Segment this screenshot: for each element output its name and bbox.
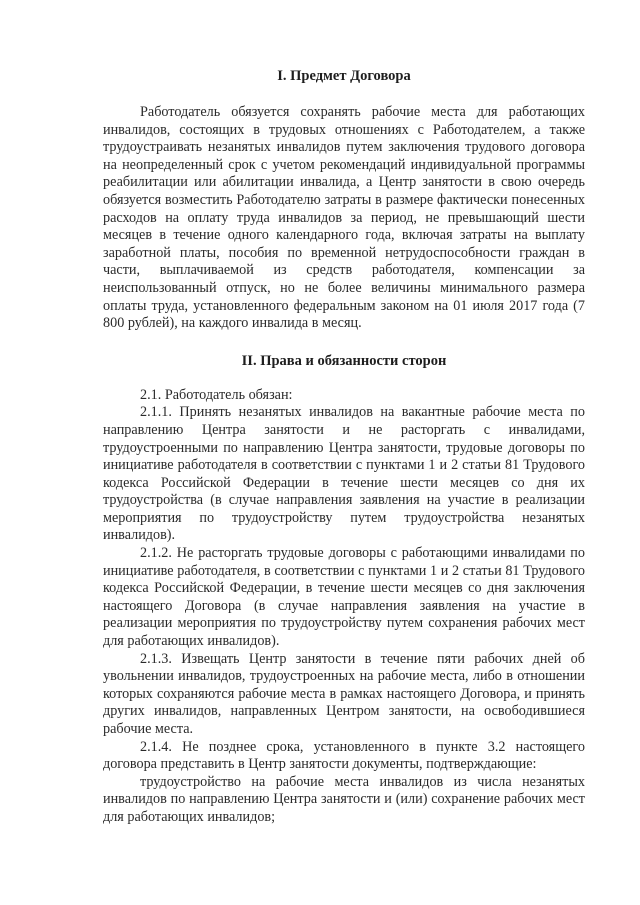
clause-2-1-3: 2.1.3. Извещать Центр занятости в течение пяти рабочих дней об увольнении инвалидов, трудоустроенных на рабочие места, либо в отношении которых сохраняются рабочие места в рамках настоящего Договора, и принять других инвалидов, направленных Центром занятости, на освободившиеся рабочие места. <box>103 650 585 737</box>
section-1-heading: I. Предмет Договора <box>277 68 411 84</box>
section-1-paragraph: Работодатель обязуется сохранять рабочие места для работающих инвалидов, состоящих в трудовых отношениях с Работодателем, а также трудоустраивать незанятых инвалидов путем заключения трудового договора на неопределенный срок с учетом рекомендаций индивидуальной программы реабилитации или абилитации инвалида, а Центр занятости в свою очередь обязуется возместить Работодателю затраты в размере фактически понесенных расходов на оплату труда инвалидов за период, не превышающий шести месяцев в течение одного календарного года, включая затраты на выплату заработной платы, пособия по временной нетрудоспособности граждан в части, выплачиваемой из средств работодателя, компенсации за неиспользованный отпуск, но не более величины минимального размера оплаты труда, установленного федеральным законом на 01 июля 2017 года (7 800 рублей), на каждого инвалида в месяц. <box>103 104 585 332</box>
document-content <box>103 68 585 827</box>
clause-2-1-4-item: трудоустройство на рабочие места инвалидов из числа незанятых инвалидов по направлению Центра занятости и (или) сохранение рабочих мест для работающих инвалидов; <box>103 773 585 825</box>
clause-2-1: 2.1. Работодатель обязан: <box>140 386 293 403</box>
section-2-heading: II. Права и обязанности сторон <box>241 352 447 369</box>
clause-2-1-4: 2.1.4. Не позднее срока, установленного в пункте 3.2 настоящего договора представить в Центр занятости документы, подтверждающие: <box>103 738 585 773</box>
clause-2-1-1: 2.1.1. Принять незанятых инвалидов на вакантные рабочие места по направлению Центра занятости и не расторгать с инвалидами, трудоустроенными по направлению Центра занятости, трудовые договоры по инициативе работодателя в соответствии с пунктами 1 и 2 статьи 81 Трудового кодекса Российской Федерации в течение шести месяцев со дня их трудоустройства (в случае направления заявления на участие в реализации мероприятия по трудоустройству путем трудоустройства незанятых инвалидов). <box>103 404 585 544</box>
clause-2-1-2: 2.1.2. Не расторгать трудовые договоры с работающими инвалидами по инициативе работодателя, в соответствии с пунктами 1 и 2 статьи 81 Трудового кодекса Российской Федерации, в течение шести месяцев со дня заключения настоящего Договора (в случае направления заявления на участие в реализации мероприятия по трудоустройству путем сохранения рабочих мест для работающих инвалидов). <box>103 545 585 650</box>
